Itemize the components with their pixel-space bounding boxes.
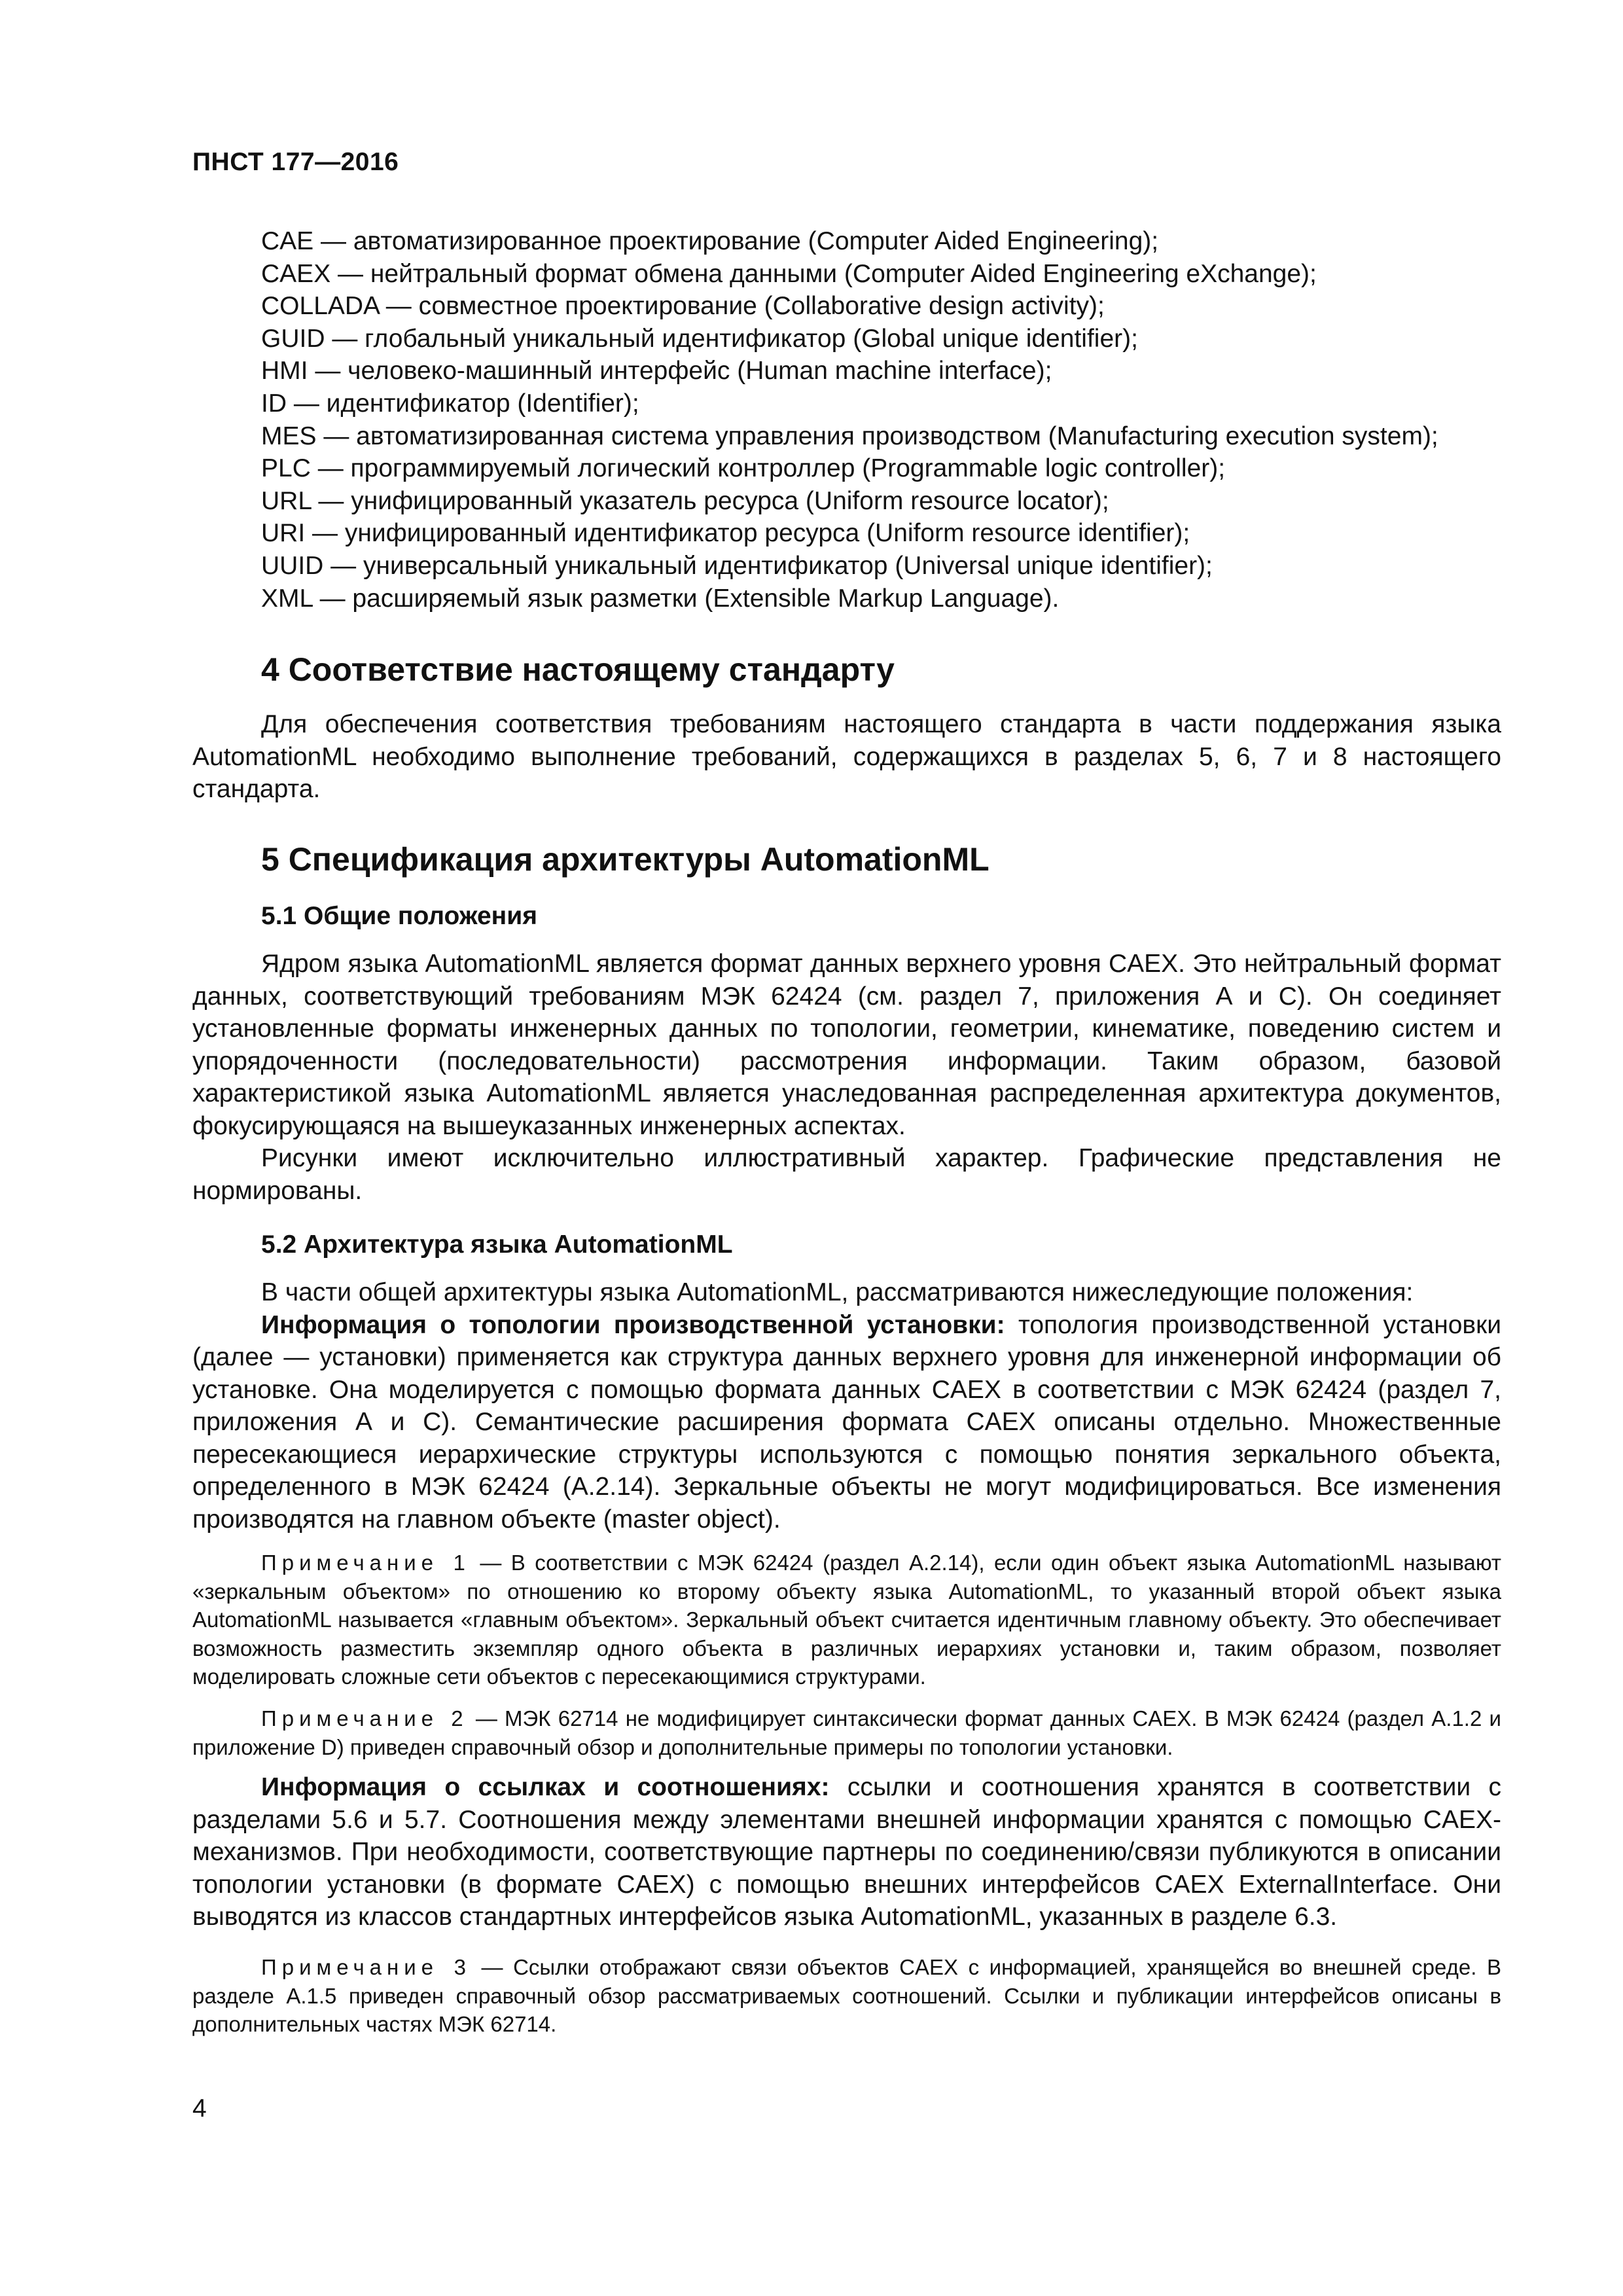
topology-paragraph	[192, 1309, 1501, 1536]
abbreviation-item: CAEX — нейтральный формат обмена данными (Computer Aided Engineering eXchange);	[261, 259, 1317, 288]
note-1	[192, 1549, 1501, 1691]
note-2-label: Примечание 2	[261, 1706, 469, 1731]
page-number: 4	[192, 2094, 207, 2123]
links-text: ссылки и соотношения хранятся в соответствии с разделами 5.6 и 5.7. Соотношения между элементами внешней информации хранятся с помощью CAEX-механизмов. При необходимости, соответствующие партнеры по соединению/связи публикуются в описании топологии установки (в формате CAEX) с помощью внешних интерфейсов CAEX ExternalInterface. Они выводятся из классов стандартных интерфейсов языка AutomationML, указанных в разделе 6.3.	[192, 1773, 1501, 1931]
abbreviation-item: HMI — человеко-машинный интерфейс (Human machine interface);	[261, 357, 1052, 386]
subsection-5-2-heading: 5.2 Архитектура языка AutomationML	[261, 1230, 733, 1259]
abbreviation-item: UUID — универсальный уникальный идентификатор (Universal unique identifier);	[261, 551, 1213, 580]
section-4-heading: 4 Соответствие настоящему стандарту	[261, 651, 895, 688]
note-3	[192, 1953, 1501, 2039]
abbreviation-item: CAE — автоматизированное проектирование (Computer Aided Engineering);	[261, 227, 1159, 255]
abbreviation-item: ID — идентификатор (Identifier);	[261, 389, 639, 418]
abbreviation-item: COLLADA — совместное проектирование (Collaborative design activity);	[261, 292, 1105, 321]
abbreviation-list	[261, 225, 1505, 615]
note-2	[192, 1704, 1501, 1761]
note-3-paragraph	[192, 1953, 1501, 2039]
abbreviation-item: URI — унифицированный идентификатор ресурса (Uniform resource identifier);	[261, 519, 1190, 548]
subsection-5-1-body	[192, 948, 1501, 1207]
abbreviation-item: XML — расширяемый язык разметки (Extensible Markup Language).	[261, 584, 1060, 613]
topology-term: Информация о топологии производственной установки:	[261, 1310, 1005, 1339]
section-5-heading: 5 Спецификация архитектуры AutomationML	[261, 841, 990, 878]
note-3-label: Примечание 3	[261, 1955, 471, 1979]
subsection-5-1-paragraph-2: Рисунки имеют исключительно иллюстративный характер. Графические представления не нормированы.	[192, 1144, 1501, 1205]
note-1-text: — В соответствии с МЭК 62424 (раздел А.2.14), если один объект языка AutomationML называют «зеркальным объектом» по отношению ко второму объекту языка AutomationML, то указанный второй объект языка AutomationML называется «главным объектом». Зеркальный объект считается идентичным главному объекту. Это обеспечивает возможность разместить экземпляр одного объекта в различных иерархиях установки и, таким образом, позволяет моделировать сложные сети объектов с пересекающимися структурами.	[192, 1551, 1502, 1689]
subsection-5-2-intro: В части общей архитектуры языка AutomationML, рассматриваются нижеследующие положения:	[261, 1278, 1414, 1306]
section-4-body	[192, 708, 1501, 806]
topology-text: топология производственной установки (далее — установки) применяется как структура данных верхнего уровня для инженерной информации об установке. Она моделируется с помощью формата данных CAEX в соответствии с МЭК 62424 (раздел 7, приложения А и С). Семантические расширения формата CAEX описаны отдельно. Множественные пересекающиеся иерархические структуры используются с помощью понятия зеркального объекта, определенного в МЭК 62424 (А.2.14). Зеркальные объекты не могут модифицироваться. Все изменения производятся на главном объекте (master object).	[192, 1310, 1502, 1534]
abbreviation-item: URL — унифицированный указатель ресурса (Uniform resource locator);	[261, 486, 1109, 515]
abbreviation-item: MES — автоматизированная система управления производством (Manufacturing execution system);	[261, 422, 1438, 450]
note-2-text: — МЭК 62714 не модифицирует синтаксически формат данных CAEX. В МЭК 62424 (раздел А.1.2 и приложение D) приведен справочный обзор и дополнительные примеры по топологии установки.	[192, 1706, 1501, 1759]
note-3-text: — Ссылки отображают связи объектов CAEX с информацией, хранящейся во внешней среде. В разделе А.1.5 приведен справочный обзор рассматриваемых соотношений. Ссылки и публикации интерфейсов описаны в дополнительных частях МЭК 62714.	[192, 1955, 1501, 2036]
abbreviation-item: PLC — программируемый логический контроллер (Programmable logic controller);	[261, 454, 1226, 483]
links-paragraph	[192, 1771, 1501, 1933]
abbreviation-item: GUID — глобальный уникальный идентификатор (Global unique identifier);	[261, 324, 1138, 353]
note-2-paragraph	[192, 1704, 1501, 1761]
section-4-paragraph: Для обеспечения соответствия требованиям настоящего стандарта в части поддержания языка AutomationML необходимо выполнение требований, содержащихся в разделах 5, 6, 7 и 8 настоящего стандарта.	[192, 710, 1501, 803]
subsection-5-2-body	[192, 1276, 1501, 1535]
links-term: Информация о ссылках и соотношениях:	[261, 1773, 830, 1801]
subsection-5-1-paragraph-1: Ядром языка AutomationML является формат данных верхнего уровня CAEX. Это нейтральный формат данных, соответствующий требованиям МЭК 62424 (см. раздел 7, приложения А и С). Он соединяет установленные форматы инженерных данных по топологии, геометрии, кинематике, поведению систем и упорядоченности (последовательности) рассмотрения информации. Таким образом, базовой характеристикой языка AutomationML является унаследованная распределенная архитектура документов, фокусирующаяся на вышеуказанных инженерных аспектах.	[192, 950, 1501, 1140]
note-1-label: Примечание 1	[261, 1551, 471, 1575]
standard-header: ПНСТ 177—2016	[192, 148, 399, 176]
subsection-5-1-heading: 5.1 Общие положения	[261, 902, 537, 930]
links-block	[192, 1771, 1501, 1933]
note-1-paragraph	[192, 1549, 1501, 1691]
